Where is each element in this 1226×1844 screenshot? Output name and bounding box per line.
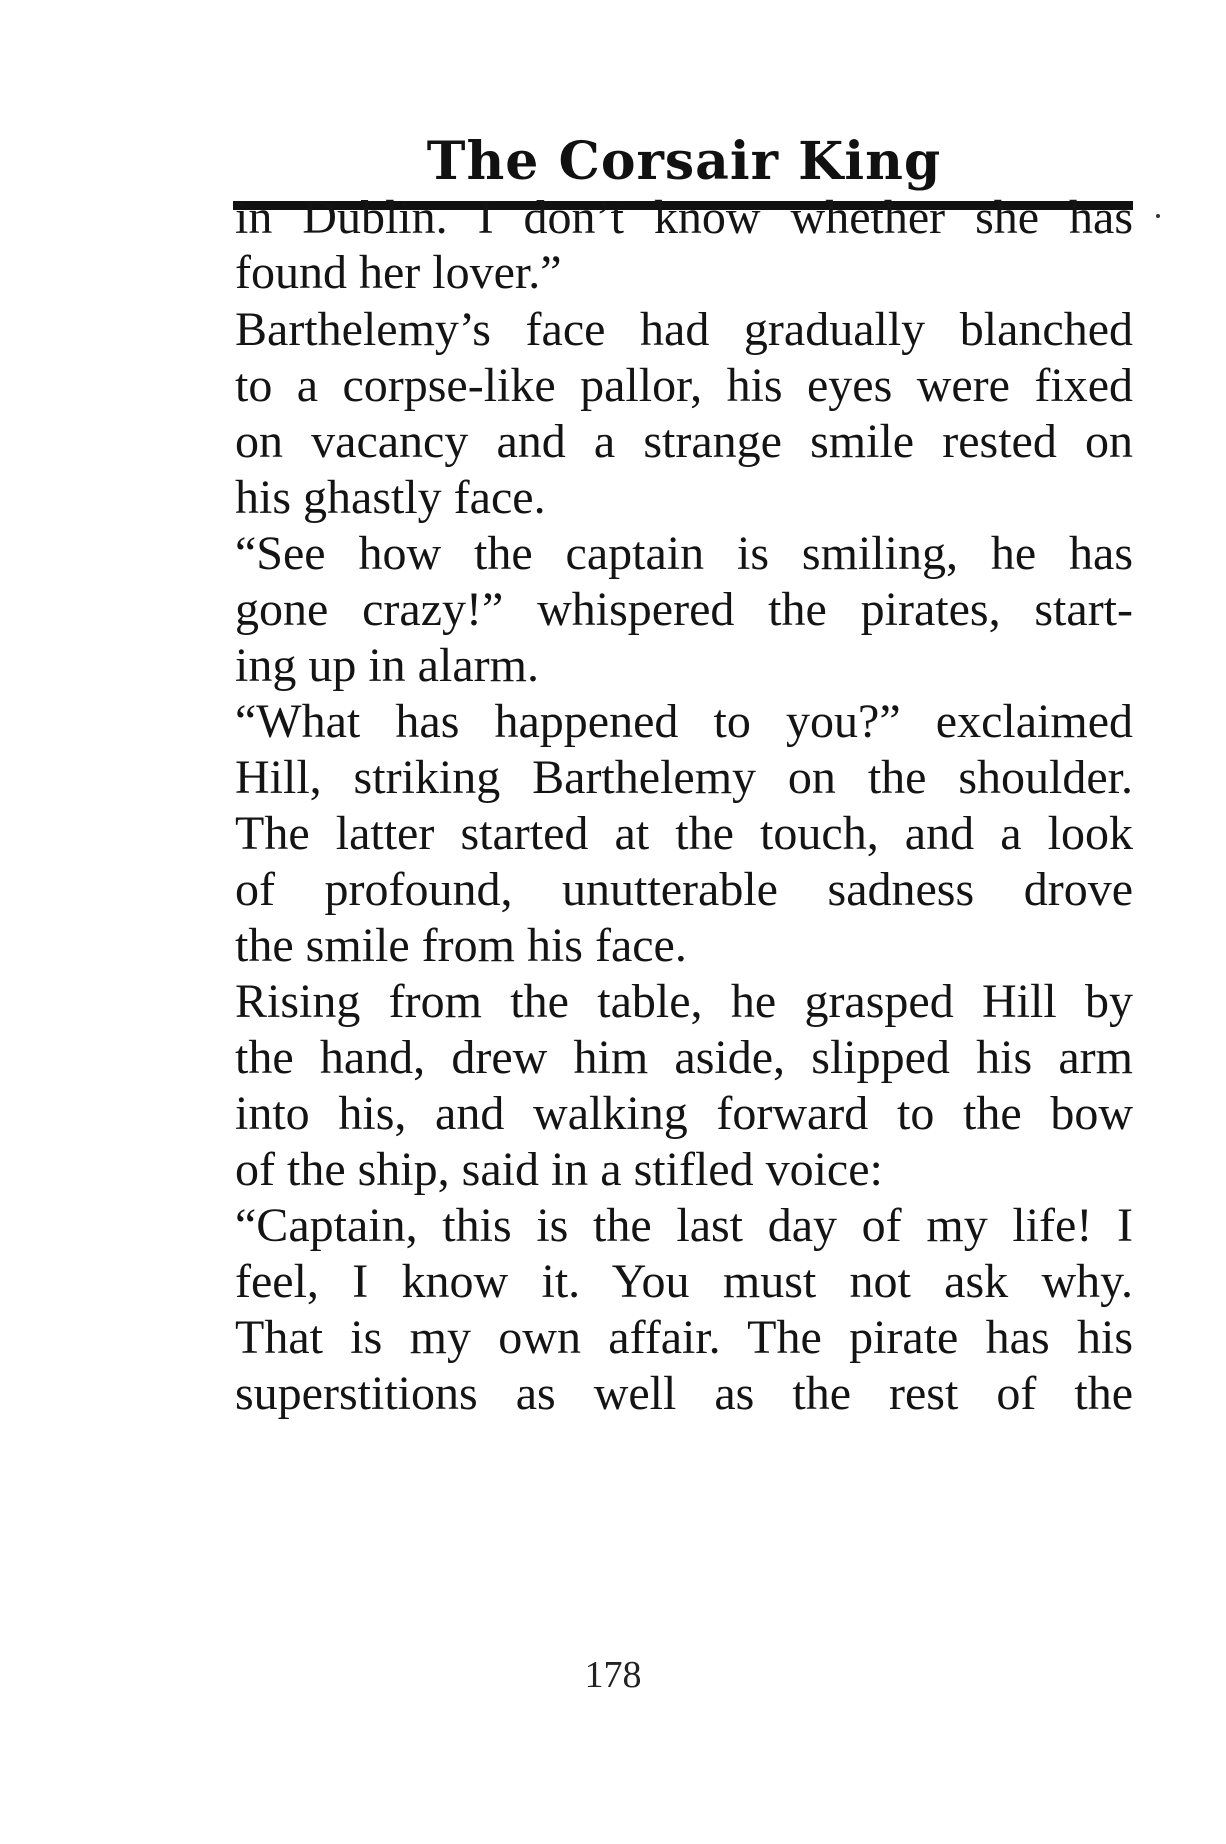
text-line: “See how the captain is smiling, he has xyxy=(235,527,1133,580)
text-line: found her lover.” xyxy=(235,246,562,299)
text-line: Rising from the table, he grasped Hill by xyxy=(235,975,1133,1028)
text-line: The latter started at the touch, and a look xyxy=(235,807,1133,860)
text-line: on vacancy and a strange smile rested on xyxy=(235,415,1133,468)
page-number: 178 xyxy=(584,1654,642,1696)
text-line: in Dublin. I don’t know whether she has xyxy=(235,191,1133,244)
text-line: “Captain, this is the last day of my life! I xyxy=(235,1199,1133,1252)
text-line: the hand, drew him aside, slipped his arm xyxy=(235,1031,1133,1084)
text-line: Barthelemy’s face had gradually blanched xyxy=(235,303,1133,356)
text-line: ing up in alarm. xyxy=(235,639,539,692)
text-line: Hill, striking Barthelemy on the shoulder. xyxy=(235,751,1133,804)
text-line: of profound, unutterable sadness drove xyxy=(235,863,1133,916)
text-line: That is my own affair. The pirate has his xyxy=(235,1311,1133,1364)
text-line: the smile from his face. xyxy=(235,919,687,972)
text-line: to a corpse-like pallor, his eyes were fixed xyxy=(235,359,1133,412)
paper-speck xyxy=(1156,214,1160,218)
text-line: superstitions as well as the rest of the xyxy=(235,1367,1133,1420)
text-line: gone crazy!” whispered the pirates, start- xyxy=(235,583,1133,636)
text-line: into his, and walking forward to the bow xyxy=(235,1087,1133,1140)
text-line: of the ship, said in a stifled voice: xyxy=(235,1143,883,1196)
running-header: The Corsair King xyxy=(426,131,942,192)
text-line: feel, I know it. You must not ask why. xyxy=(235,1255,1133,1308)
text-line: “What has happened to you?” exclaimed xyxy=(235,695,1133,748)
text-line: his ghastly face. xyxy=(235,471,546,524)
